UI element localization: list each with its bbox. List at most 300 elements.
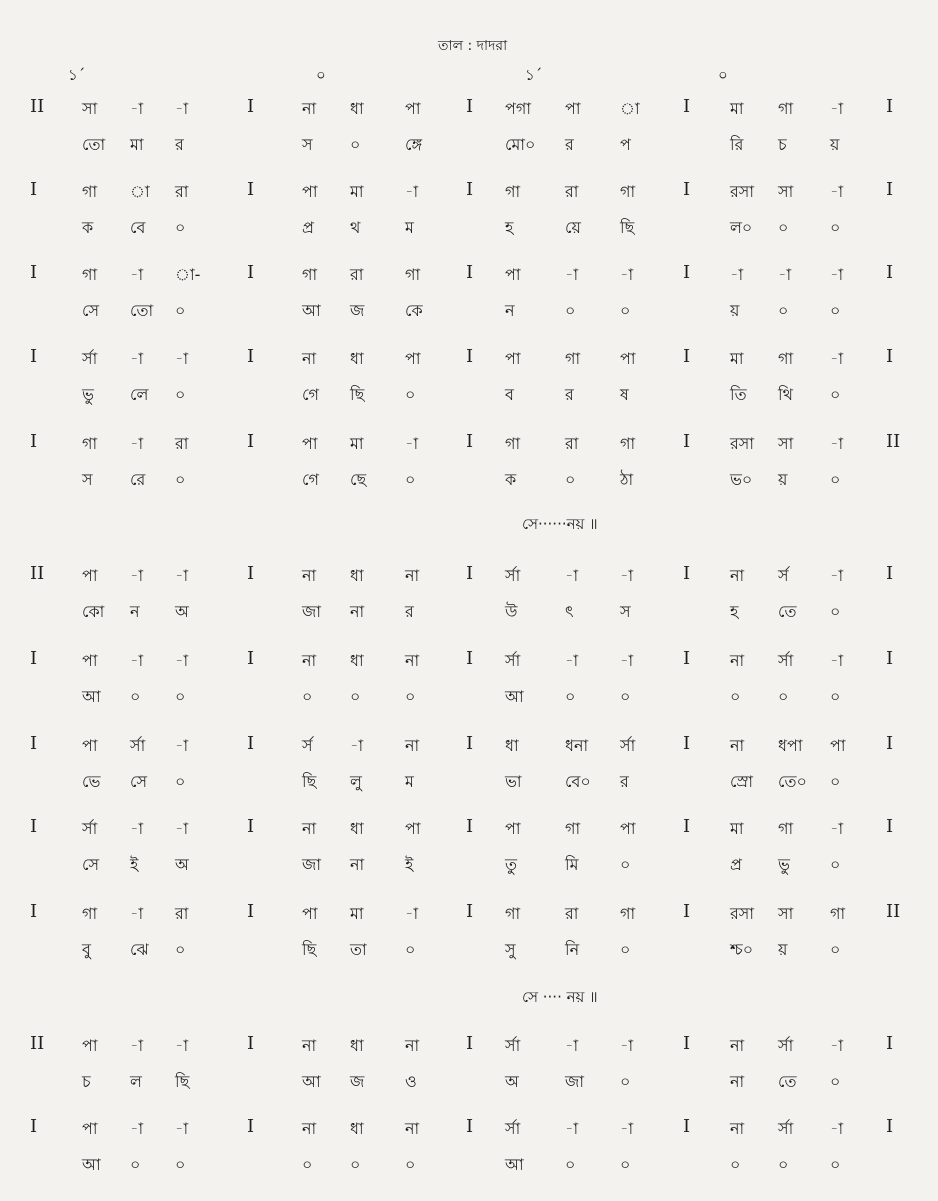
bar-line: I [247,733,255,754]
swara-note: -া [830,566,844,585]
swara-note: -া [830,1036,844,1055]
swara-note: ধনা [565,736,589,755]
refrain-line: সে······নয় ॥ [522,515,598,533]
swara-note: -া [830,265,844,284]
swara-note: -া [175,736,189,755]
swara-note: -া [778,265,792,284]
swara-note: না [302,1036,317,1055]
lyric-syllable: বে [130,218,146,237]
swara-note: পা [565,99,581,118]
swara-note: -া [130,265,144,284]
swara-note: -া [175,1036,189,1055]
lyric-syllable: ছে [350,470,367,489]
swara-note: পা [830,736,846,755]
swara-note: সা [82,99,98,118]
lyric-syllable: আ [82,687,101,706]
swara-note: -া [830,99,844,118]
lyric-syllable: লু [350,772,362,791]
swara-note: গা [82,182,98,201]
swara-note: মা [350,434,364,453]
lyric-syllable: ০ [130,1155,141,1174]
swara-note: র্সা [82,819,98,838]
lyric-syllable: তে০ [778,772,807,791]
swara-note: া [130,182,150,201]
lyric-syllable: ০ [302,1155,313,1174]
swara-note: ধা [350,819,364,838]
lyric-syllable: ০ [830,1072,841,1091]
lyric-syllable: ০ [830,301,841,320]
swara-note: র্সা [778,1119,794,1138]
lyric-syllable: র [405,602,414,621]
bar-line: II [30,1033,45,1054]
lyric-syllable: ০ [565,470,576,489]
bar-line: I [247,1116,255,1137]
swara-note: মা [730,99,744,118]
bar-line: II [30,563,45,584]
swara-note: -া [130,99,144,118]
lyric-syllable: ভা [505,772,522,791]
lyric-syllable: স [82,470,93,489]
swara-note: রা [565,904,579,923]
lyric-syllable: ০ [620,1072,631,1091]
swara-note: র্সা [82,349,98,368]
lyric-syllable: রি [730,135,744,154]
bar-line: I [886,96,894,117]
lyric-syllable: ই [130,855,139,874]
lyric-syllable: ০ [830,687,841,706]
swara-note: গা [778,819,794,838]
lyric-syllable: ০ [830,218,841,237]
bar-line: I [30,1116,38,1137]
lyric-syllable: ল [130,1072,142,1091]
lyric-syllable: ০ [778,301,789,320]
swara-note: -া [130,566,144,585]
lyric-syllable: ছি [620,218,635,237]
lyric-syllable: ৎ [565,602,574,621]
lyric-syllable: চ [778,135,787,154]
swara-note: -া [565,651,579,670]
bar-line: I [247,431,255,452]
lyric-syllable: ভে [82,772,101,791]
swara-note: গা [830,904,846,923]
swara-note: -া [565,265,579,284]
bar-line: I [683,648,691,669]
swara-note: -া [130,819,144,838]
swara-note: -া [620,1119,634,1138]
lyric-syllable: ০ [175,385,186,404]
swara-note: রা [175,182,189,201]
lyric-syllable: অ [175,855,189,874]
bar-line: I [466,733,474,754]
bar-line: I [247,179,255,200]
lyric-syllable: সে [82,855,100,874]
swara-note: রা [350,265,364,284]
swara-note: রা [565,434,579,453]
lyric-syllable: ভু [778,855,790,874]
lyric-syllable: ০ [778,218,789,237]
lyric-syllable: ছি [302,772,317,791]
swara-note: গা [565,819,581,838]
bar-line: I [466,901,474,922]
lyric-syllable: প্র [730,855,742,874]
bar-line: I [466,96,474,117]
lyric-syllable: নি [565,940,580,959]
swara-note: না [302,819,317,838]
lyric-syllable: ঠা [620,470,634,489]
swara-note: না [302,651,317,670]
lyric-syllable: কো [82,602,105,621]
swara-note: গা [405,265,421,284]
bar-line: I [30,262,38,283]
lyric-syllable: মি [565,855,579,874]
swara-note: না [730,736,745,755]
lyric-syllable: তে [778,1072,797,1091]
swara-note: গা [82,434,98,453]
bar-line: I [886,563,894,584]
swara-note: ধা [505,736,519,755]
swara-note: গা [620,904,636,923]
bar-line: I [683,431,691,452]
lyric-syllable: লে [130,385,149,404]
bar-line: I [886,648,894,669]
lyric-syllable: ০ [565,687,576,706]
swara-note: গা [778,349,794,368]
swara-note: পা [405,819,421,838]
swara-note: পা [82,1119,98,1138]
swara-note: ধা [350,1119,364,1138]
swara-note: না [405,651,420,670]
lyric-syllable: ভু [82,385,94,404]
lyric-syllable: থ [350,218,361,237]
bar-line: I [247,346,255,367]
bar-line: I [466,179,474,200]
swara-note: পা [620,819,636,838]
lyric-syllable: ভ০ [730,470,753,489]
lyric-syllable: ০ [350,1155,361,1174]
lyric-syllable: ০ [175,301,186,320]
lyric-syllable: য় [730,301,740,320]
swara-note: া- [175,265,201,284]
lyric-syllable: তো [130,301,154,320]
beat-mark: ১´ [68,66,86,84]
lyric-syllable: ন [505,301,515,320]
bar-line: I [30,179,38,200]
lyric-syllable: বু [82,940,91,959]
bar-line: I [466,816,474,837]
beat-mark: ০ [718,66,728,84]
lyric-syllable: ০ [730,687,741,706]
swara-note: -া [405,182,419,201]
bar-line: I [466,262,474,283]
swara-note: -া [830,349,844,368]
swara-note: না [730,1119,745,1138]
lyric-syllable: য় [778,470,788,489]
lyric-syllable: ছি [302,940,317,959]
swara-note: পা [302,904,318,923]
swara-note: না [405,1119,420,1138]
lyric-syllable: ০ [405,470,416,489]
lyric-syllable: ঝে [130,940,149,959]
lyric-syllable: য়ে [565,218,581,237]
lyric-syllable: অ [175,602,189,621]
lyric-syllable: য় [778,940,788,959]
lyric-syllable: আ [302,1072,321,1091]
swara-note: পা [82,651,98,670]
swara-note: মা [350,182,364,201]
lyric-syllable: ০ [620,1155,631,1174]
lyric-syllable: ০ [175,687,186,706]
lyric-syllable: স [620,602,631,621]
bar-line: I [247,648,255,669]
lyric-syllable: ০ [830,855,841,874]
bar-line: I [466,1033,474,1054]
bar-line: I [466,346,474,367]
swara-note: ধপা [778,736,803,755]
swara-note: -া [405,904,419,923]
swara-note: না [405,566,420,585]
bar-line: I [466,563,474,584]
lyric-syllable: ম [405,772,414,791]
lyric-syllable: ০ [175,218,186,237]
swara-note: ধা [350,1036,364,1055]
lyric-syllable: র [565,135,574,154]
lyric-syllable: ০ [175,470,186,489]
swara-note: গা [302,265,318,284]
lyric-syllable: ০ [350,687,361,706]
swara-note: র্স [778,566,789,585]
lyric-syllable: গে [302,470,319,489]
swara-note: র্সা [778,1036,794,1055]
bar-line: I [30,346,38,367]
bar-line: I [683,733,691,754]
lyric-syllable: ০ [830,772,841,791]
lyric-syllable: হ [505,218,514,237]
lyric-syllable: আ [302,301,321,320]
swara-note: সা [778,904,794,923]
bar-line: I [683,262,691,283]
swara-note: রা [175,904,189,923]
swara-note: -া [130,434,144,453]
lyric-syllable: জ [350,301,365,320]
bar-line: I [466,648,474,669]
lyric-syllable: ০ [350,135,361,154]
swara-note: পা [82,566,98,585]
lyric-syllable: তো [82,135,106,154]
swara-note: গা [620,434,636,453]
swara-note: না [730,566,745,585]
bar-line: I [30,816,38,837]
lyric-syllable: সে [82,301,100,320]
swara-note: সা [778,182,794,201]
swara-note: গা [565,349,581,368]
lyric-syllable: জা [565,1072,584,1091]
swara-note: সা [778,434,794,453]
swara-note: পা [302,434,318,453]
bar-line: I [886,179,894,200]
lyric-syllable: ০ [620,687,631,706]
swara-note: মা [730,819,744,838]
lyric-syllable: ০ [405,385,416,404]
lyric-syllable: ০ [302,687,313,706]
bar-line: I [683,816,691,837]
lyric-syllable: ০ [565,1155,576,1174]
bar-line: I [683,563,691,584]
lyric-syllable: সু [505,940,516,959]
swara-note: -া [175,1119,189,1138]
lyric-syllable: ০ [620,301,631,320]
swara-note: গা [505,434,521,453]
lyric-syllable: আ [505,1155,524,1174]
lyric-syllable: প [620,135,631,154]
lyric-syllable: ০ [830,470,841,489]
lyric-syllable: ছি [175,1072,190,1091]
bar-line: I [247,96,255,117]
bar-line: I [683,96,691,117]
swara-note: রসা [730,434,755,453]
swara-note: পা [505,349,521,368]
lyric-syllable: ০ [730,1155,741,1174]
swara-note: পগা [505,99,531,118]
swara-note: গা [620,182,636,201]
lyric-syllable: ই [405,855,414,874]
bar-line: II [30,96,45,117]
lyric-syllable: ক [82,218,94,237]
bar-line: I [30,648,38,669]
swara-note: রা [175,434,189,453]
swara-note: পা [405,349,421,368]
swara-note: পা [405,99,421,118]
lyric-syllable: র [175,135,184,154]
lyric-syllable: ০ [565,301,576,320]
lyric-syllable: ০ [405,687,416,706]
lyric-syllable: স [302,135,313,154]
lyric-syllable: ০ [175,1155,186,1174]
lyric-syllable: তে [778,602,797,621]
swara-note: র্সা [505,566,521,585]
lyric-syllable: উ [505,602,518,621]
swara-note: র্সা [130,736,146,755]
bar-line: I [886,1116,894,1137]
swara-note: -া [175,566,189,585]
swara-note: মা [350,904,364,923]
swara-note: মা [730,349,744,368]
swara-note: -া [830,819,844,838]
lyric-syllable: না [350,855,365,874]
lyric-syllable: ষ [620,385,629,404]
bar-line: II [886,901,901,922]
swara-note: -া [175,819,189,838]
bar-line: I [886,816,894,837]
lyric-syllable: ০ [778,1155,789,1174]
lyric-syllable: প্র [302,218,314,237]
lyric-syllable: স্রো [730,772,753,791]
lyric-syllable: জ [350,1072,365,1091]
swara-note: -া [830,651,844,670]
bar-line: I [247,1033,255,1054]
swara-note: র্সা [505,1036,521,1055]
lyric-syllable: ০ [778,687,789,706]
lyric-syllable: শ্চ০ [730,940,754,959]
swara-note: -া [565,1119,579,1138]
swara-note: গা [505,182,521,201]
lyric-syllable: ম [405,218,414,237]
lyric-syllable: সে [130,772,148,791]
lyric-syllable: আ [82,1155,101,1174]
bar-line: I [683,179,691,200]
bar-line: I [886,262,894,283]
bar-line: I [886,346,894,367]
lyric-syllable: জা [302,602,321,621]
bar-line: I [247,563,255,584]
swara-note: -া [130,349,144,368]
lyric-syllable: জা [302,855,321,874]
swara-note: গা [505,904,521,923]
lyric-syllable: ০ [620,940,631,959]
lyric-syllable: ন [130,602,140,621]
bar-line: I [30,901,38,922]
lyric-syllable: ছি [350,385,365,404]
swara-note: র্সা [505,651,521,670]
lyric-syllable: ক [505,470,517,489]
swara-note: না [405,1036,420,1055]
swara-note: না [302,349,317,368]
beat-mark: ১´ [525,66,543,84]
swara-note: -া [175,99,189,118]
bar-line: I [683,901,691,922]
lyric-syllable: মো০ [505,135,536,154]
lyric-syllable: তা [350,940,367,959]
bar-line: I [247,816,255,837]
lyric-syllable: ঙ্গে [405,135,423,154]
lyric-syllable: ০ [830,1155,841,1174]
bar-line: I [30,733,38,754]
lyric-syllable: না [730,1072,745,1091]
bar-line: I [886,1033,894,1054]
swara-note: -া [405,434,419,453]
bar-line: I [683,1116,691,1137]
taal-heading: তাল : দাদরা [438,38,508,54]
swara-note: পা [505,265,521,284]
bar-line: II [886,431,901,452]
swara-note: রসা [730,904,755,923]
lyric-syllable: ব [505,385,514,404]
lyric-syllable: র [620,772,629,791]
swara-note: র্স [302,736,313,755]
swara-note: -া [130,1036,144,1055]
swara-note: -া [620,1036,634,1055]
bar-line: I [466,1116,474,1137]
lyric-syllable: ০ [175,940,186,959]
lyric-syllable: ও [405,1072,417,1091]
swara-note: রসা [730,182,755,201]
lyric-syllable: গে [302,385,319,404]
lyric-syllable: অ [505,1072,519,1091]
swara-note: ধা [350,99,364,118]
lyric-syllable: ০ [830,385,841,404]
swara-note: -া [130,904,144,923]
swara-note: পা [505,819,521,838]
lyric-syllable: কে [405,301,423,320]
lyric-syllable: মা [130,135,144,154]
swara-note: না [302,566,317,585]
swara-note: ধা [350,651,364,670]
swara-note: পা [82,736,98,755]
refrain-line: সে ···· নয় ॥ [522,988,598,1006]
lyric-syllable: ল০ [730,218,753,237]
lyric-syllable: থি [778,385,793,404]
bar-line: I [886,733,894,754]
swara-note: গা [82,904,98,923]
